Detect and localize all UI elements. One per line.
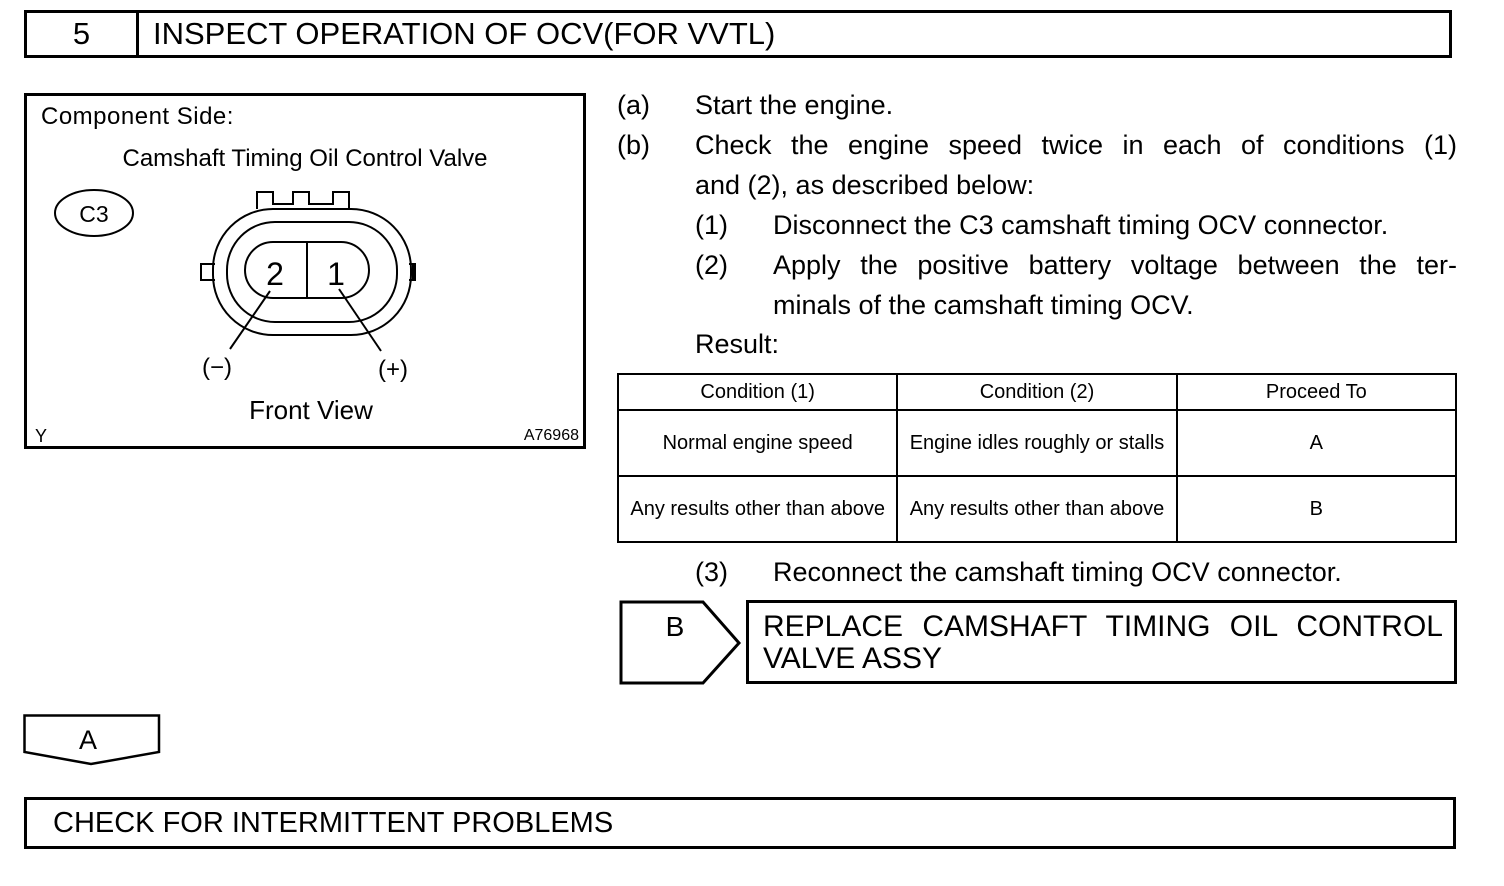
positive-polarity-label: (+) xyxy=(378,356,408,383)
branch-a-action: CHECK FOR INTERMITTENT PROBLEMS xyxy=(53,806,614,839)
table-header-row xyxy=(618,374,1456,410)
condition-2-text-line1: Apply the positive battery voltage between the ter- xyxy=(773,250,1457,280)
pin-2-label: 2 xyxy=(266,256,284,292)
branch-a-arrow xyxy=(23,714,161,766)
step-number: 5 xyxy=(27,13,139,55)
branch-b-label: B xyxy=(665,611,685,642)
condition-1-marker: (1) xyxy=(695,210,728,240)
branch-a-action-box xyxy=(24,797,1456,849)
table-cell: Engine idles roughly or stalls xyxy=(897,410,1176,476)
connector-code: C3 xyxy=(79,201,109,227)
branch-b-action-line2: VALVE ASSY xyxy=(763,642,942,675)
pin-1-label: 1 xyxy=(327,256,345,292)
result-label: Result: xyxy=(695,329,780,359)
branch-b-action xyxy=(763,611,1443,675)
condition-1-text: Disconnect the C3 camshaft timing OCV connector. xyxy=(773,210,1389,240)
table-header: Proceed To xyxy=(1177,374,1456,410)
table-row xyxy=(618,476,1456,542)
view-label: Front View xyxy=(249,395,373,425)
step-header xyxy=(24,10,1452,58)
table-header: Condition (1) xyxy=(618,374,897,410)
table-cell: Any results other than above xyxy=(897,476,1176,542)
step-title: INSPECT OPERATION OF OCV(FOR VVTL) xyxy=(153,16,776,51)
table-cell: Any results other than above xyxy=(618,476,897,542)
connector-figure xyxy=(24,93,586,449)
condition-2-text-line2: minals of the camshaft timing OCV. xyxy=(773,290,1194,320)
corner-code: Y xyxy=(35,426,48,446)
step-b-marker: (b) xyxy=(617,130,650,160)
condition-3-marker: (3) xyxy=(695,557,728,587)
figure-id: A76968 xyxy=(523,427,579,444)
condition-2-marker: (2) xyxy=(695,250,728,280)
step-a-text: Start the engine. xyxy=(695,90,894,120)
step-b-text-line2: and (2), as described below: xyxy=(695,170,1035,200)
result-table xyxy=(617,373,1457,543)
connector-shape xyxy=(201,192,415,351)
component-name: Camshaft Timing Oil Control Valve xyxy=(122,145,488,172)
table-cell: Normal engine speed xyxy=(618,410,897,476)
negative-polarity-label: (−) xyxy=(202,354,232,381)
table-header: Condition (2) xyxy=(897,374,1176,410)
step-b-text-line1: Check the engine speed twice in each of conditions (1) xyxy=(695,130,1457,160)
step-a-marker: (a) xyxy=(617,90,650,120)
figure-heading: Component Side: xyxy=(41,103,234,130)
branch-b-arrow xyxy=(619,600,743,686)
connector-diagram xyxy=(27,96,583,446)
condition-3-text: Reconnect the camshaft timing OCV connector. xyxy=(773,557,1342,587)
branch-a-label: A xyxy=(78,725,98,755)
branch-b-action-line1: REPLACE CAMSHAFT TIMING OIL CONTROL xyxy=(763,610,1443,643)
table-row xyxy=(618,410,1456,476)
table-cell: B xyxy=(1177,476,1456,542)
table-cell: A xyxy=(1177,410,1456,476)
branch-b-action-box xyxy=(746,600,1457,684)
